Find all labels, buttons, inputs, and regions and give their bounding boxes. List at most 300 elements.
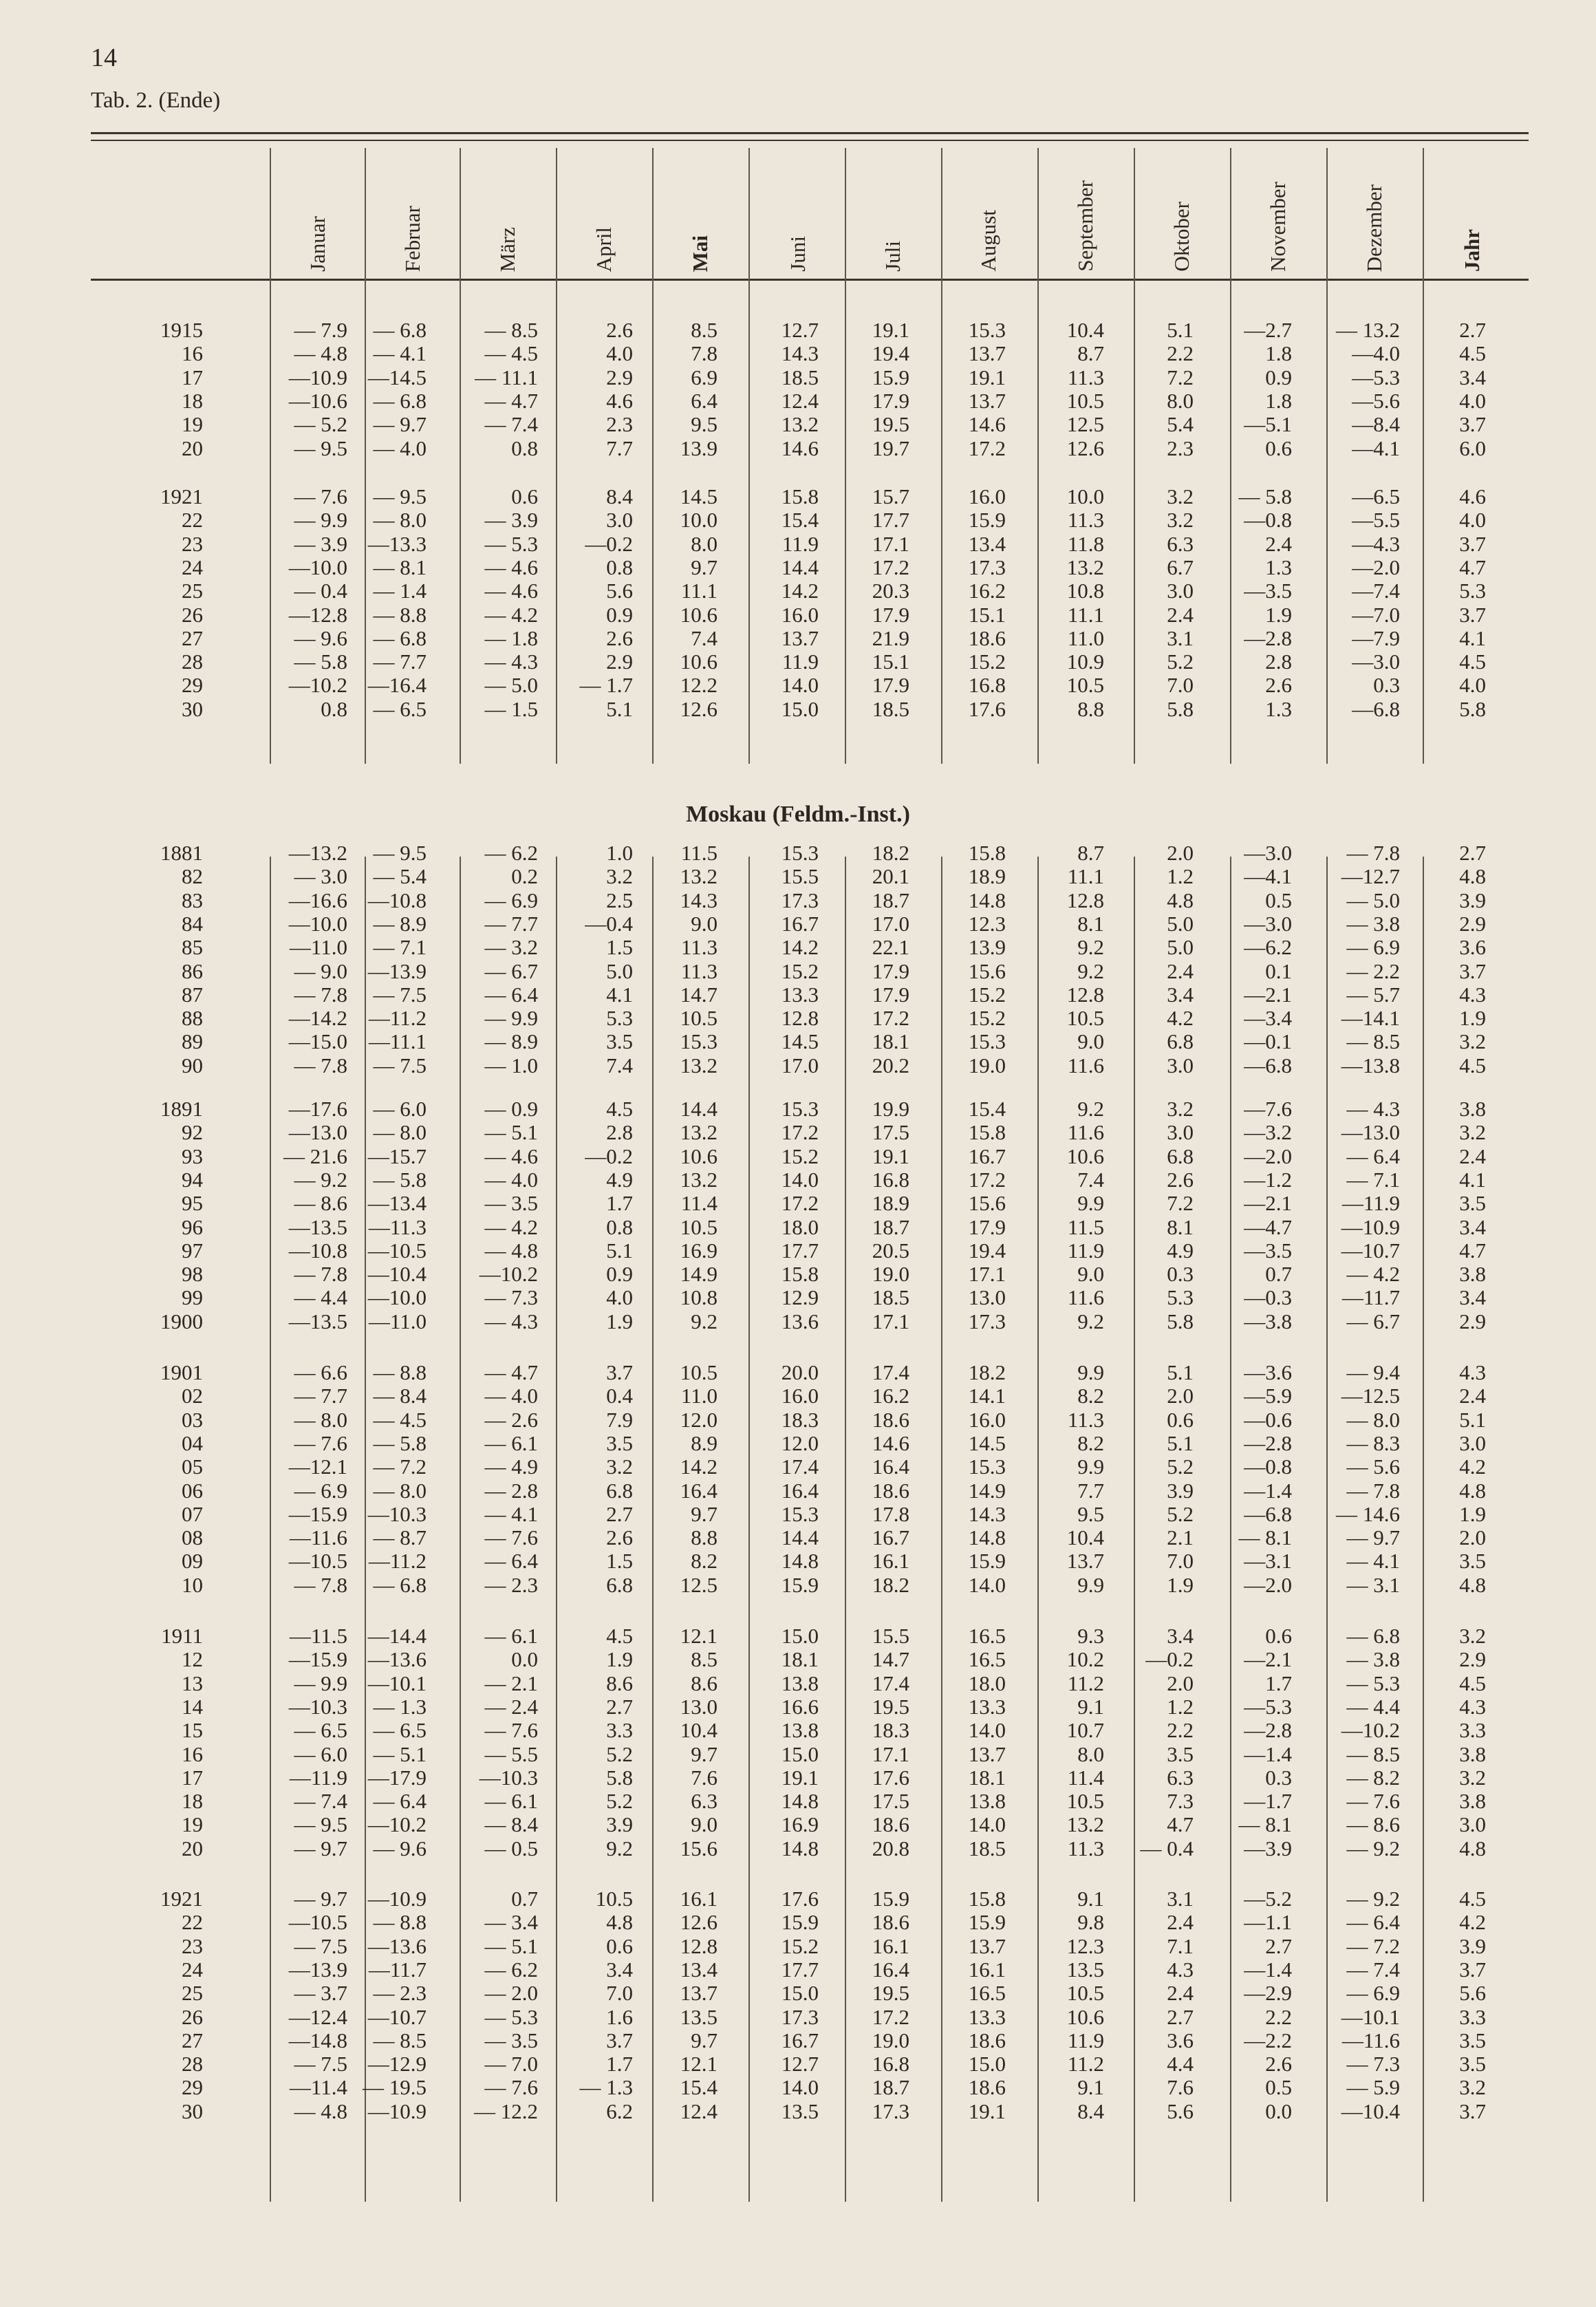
value-cell: 8.5 bbox=[691, 318, 718, 342]
value-cell: 0.0 bbox=[511, 1647, 538, 1672]
value-cell: 17.6 bbox=[968, 696, 1006, 721]
value-cell: 15.8 bbox=[781, 1262, 819, 1287]
value-cell: —15.7 bbox=[367, 1144, 427, 1168]
value-cell: 10.5 bbox=[1066, 1789, 1104, 1814]
value-cell: 11.1 bbox=[680, 579, 718, 603]
value-cell: — 3.9 bbox=[484, 508, 538, 533]
year-label: 17 bbox=[182, 365, 203, 389]
month-header bbox=[301, 155, 335, 272]
value-cell: — 7.6 bbox=[294, 1430, 347, 1455]
year-label: 27 bbox=[182, 2028, 203, 2052]
value-cell: — 9.7 bbox=[294, 1887, 347, 1911]
value-cell: — 5.3 bbox=[484, 2004, 538, 2029]
value-cell: 15.5 bbox=[781, 864, 819, 889]
value-cell: 3.9 bbox=[1459, 888, 1486, 912]
value-cell: — 6.4 bbox=[484, 982, 538, 1007]
value-cell: —10.3 bbox=[479, 1765, 538, 1790]
value-cell: — 9.5 bbox=[373, 484, 427, 508]
value-cell: 11.2 bbox=[1067, 2052, 1104, 2077]
value-cell: 13.3 bbox=[968, 1694, 1006, 1719]
value-cell: 18.6 bbox=[872, 1910, 909, 1935]
header-rule bbox=[91, 279, 1529, 281]
value-cell: 2.6 bbox=[606, 625, 633, 650]
value-cell: 17.0 bbox=[781, 1053, 819, 1077]
value-cell: 15.4 bbox=[680, 2075, 718, 2100]
value-cell: — 7.4 bbox=[294, 1789, 347, 1814]
value-cell: 1.2 bbox=[1167, 864, 1194, 889]
value-cell: 18.5 bbox=[781, 365, 819, 389]
value-cell: —4.0 bbox=[1352, 341, 1400, 366]
value-cell: — 8.6 bbox=[294, 1191, 347, 1216]
year-label: 13 bbox=[182, 1671, 203, 1695]
value-cell: 3.7 bbox=[1459, 958, 1486, 983]
value-cell: 16.2 bbox=[968, 579, 1006, 603]
value-cell: 2.7 bbox=[606, 1694, 633, 1719]
value-cell: 1.8 bbox=[1265, 341, 1292, 366]
value-cell: 3.2 bbox=[1459, 1029, 1486, 1054]
value-cell: 10.5 bbox=[680, 1360, 718, 1384]
value-cell: 11.4 bbox=[1067, 1765, 1104, 1790]
value-cell: —3.8 bbox=[1244, 1309, 1292, 1333]
value-cell: 11.1 bbox=[1067, 864, 1104, 889]
value-cell: —15.9 bbox=[288, 1501, 347, 1526]
value-cell: 13.7 bbox=[1066, 1549, 1104, 1574]
value-cell: 10.5 bbox=[680, 1006, 718, 1031]
value-cell: — 4.5 bbox=[373, 1407, 427, 1432]
value-cell: —7.0 bbox=[1352, 602, 1400, 627]
value-cell: — 8.2 bbox=[1346, 1765, 1400, 1790]
year-label: 25 bbox=[182, 579, 203, 603]
value-cell: 10.0 bbox=[1066, 484, 1104, 508]
value-cell: 1.8 bbox=[1265, 388, 1292, 413]
value-cell: 5.1 bbox=[1167, 318, 1194, 342]
value-cell: 0.3 bbox=[1167, 1262, 1194, 1287]
value-cell: — 4.2 bbox=[484, 602, 538, 627]
value-cell: — 3.0 bbox=[294, 864, 347, 889]
value-cell: 13.2 bbox=[781, 412, 819, 437]
value-cell: 12.5 bbox=[1066, 412, 1104, 437]
year-label: 27 bbox=[182, 625, 203, 650]
value-cell: — 5.8 bbox=[294, 650, 347, 674]
value-cell: 19.0 bbox=[872, 2028, 909, 2052]
value-cell: 8.9 bbox=[691, 1430, 718, 1455]
year-label: 19 bbox=[182, 1812, 203, 1837]
value-cell: —0.2 bbox=[1145, 1647, 1194, 1672]
value-cell: 3.5 bbox=[1459, 1549, 1486, 1574]
value-cell: 7.3 bbox=[1167, 1789, 1194, 1814]
value-cell: —10.8 bbox=[367, 888, 427, 912]
value-cell: 17.9 bbox=[872, 958, 909, 983]
value-cell: 10.0 bbox=[680, 508, 718, 533]
value-cell: 14.2 bbox=[680, 1455, 718, 1479]
value-cell: 7.7 bbox=[606, 436, 633, 460]
value-cell: 0.1 bbox=[1265, 958, 1292, 983]
value-cell: —2.8 bbox=[1244, 625, 1292, 650]
value-cell: — 6.8 bbox=[1346, 1624, 1400, 1648]
value-cell: 9.5 bbox=[691, 412, 718, 437]
year-label: 15 bbox=[182, 1718, 203, 1743]
value-cell: 3.3 bbox=[606, 1718, 633, 1743]
value-cell: —14.8 bbox=[288, 2028, 347, 2052]
value-cell: 6.8 bbox=[606, 1478, 633, 1503]
value-cell: —7.6 bbox=[1244, 1097, 1292, 1121]
value-cell: 4.0 bbox=[606, 341, 633, 366]
value-cell: — 8.8 bbox=[373, 1360, 427, 1384]
value-cell: — 6.4 bbox=[1346, 1910, 1400, 1935]
value-cell: — 9.6 bbox=[294, 625, 347, 650]
value-cell: 2.9 bbox=[1459, 1647, 1486, 1672]
value-cell: 6.3 bbox=[1167, 531, 1194, 556]
value-cell: 17.9 bbox=[968, 1214, 1006, 1239]
value-cell: 14.4 bbox=[781, 1525, 819, 1550]
value-cell: 3.4 bbox=[1167, 1624, 1194, 1648]
year-label: 05 bbox=[182, 1455, 203, 1479]
value-cell: — 3.9 bbox=[294, 531, 347, 556]
value-cell: —11.1 bbox=[368, 1029, 427, 1054]
value-cell: — 8.5 bbox=[1346, 1741, 1400, 1766]
value-cell: 3.8 bbox=[1459, 1262, 1486, 1287]
value-cell: 12.7 bbox=[781, 2052, 819, 2077]
value-cell: — 9.2 bbox=[294, 1167, 347, 1192]
value-cell: — 7.8 bbox=[294, 1262, 347, 1287]
value-cell: —2.8 bbox=[1244, 1430, 1292, 1455]
value-cell: — 4.6 bbox=[484, 555, 538, 579]
value-cell: 13.2 bbox=[680, 864, 718, 889]
value-cell: 7.1 bbox=[1167, 1933, 1194, 1958]
value-cell: — 5.5 bbox=[484, 1741, 538, 1766]
value-cell: — 8.0 bbox=[1346, 1407, 1400, 1432]
value-cell: 11.3 bbox=[680, 935, 718, 960]
value-cell: 18.5 bbox=[968, 1836, 1006, 1860]
value-cell: — 5.1 bbox=[484, 1933, 538, 1958]
value-cell: — 2.3 bbox=[484, 1572, 538, 1597]
value-cell: 5.2 bbox=[606, 1789, 633, 1814]
value-cell: 5.6 bbox=[1167, 2099, 1194, 2123]
value-cell: 16.7 bbox=[968, 1144, 1006, 1168]
value-cell: 4.9 bbox=[1167, 1238, 1194, 1263]
value-cell: — 3.5 bbox=[484, 2028, 538, 2052]
year-label: 20 bbox=[182, 436, 203, 460]
year-label: 95 bbox=[182, 1191, 203, 1216]
value-cell: 2.6 bbox=[1265, 2052, 1292, 2077]
value-cell: 10.6 bbox=[680, 1144, 718, 1168]
value-cell: 6.7 bbox=[1167, 555, 1194, 579]
value-cell: 11.1 bbox=[1067, 602, 1104, 627]
value-cell: 3.5 bbox=[606, 1029, 633, 1054]
value-cell: 3.5 bbox=[1459, 1191, 1486, 1216]
value-cell: 4.1 bbox=[606, 982, 633, 1007]
value-cell: —4.1 bbox=[1244, 864, 1292, 889]
value-cell: 7.0 bbox=[1167, 1549, 1194, 1574]
value-cell: —16.6 bbox=[288, 888, 347, 912]
value-cell: 2.8 bbox=[1265, 650, 1292, 674]
value-cell: —13.9 bbox=[288, 1957, 347, 1982]
value-cell: 4.7 bbox=[1167, 1812, 1194, 1837]
value-cell: 19.0 bbox=[968, 1053, 1006, 1077]
value-cell: 13.4 bbox=[680, 1957, 718, 1982]
value-cell: 19.0 bbox=[872, 1262, 909, 1287]
value-cell: 5.1 bbox=[606, 696, 633, 721]
value-cell: — 7.4 bbox=[484, 412, 538, 437]
value-cell: 12.3 bbox=[1066, 1933, 1104, 1958]
value-cell: 4.3 bbox=[1459, 1360, 1486, 1384]
year-label: 16 bbox=[182, 1741, 203, 1766]
value-cell: — 7.7 bbox=[294, 1384, 347, 1408]
value-cell: 13.2 bbox=[1066, 1812, 1104, 1837]
value-cell: 9.0 bbox=[691, 1812, 718, 1837]
value-cell: 5.1 bbox=[1167, 1360, 1194, 1384]
value-cell: — 7.6 bbox=[484, 1525, 538, 1550]
value-cell: — 8.4 bbox=[373, 1384, 427, 1408]
value-cell: 10.4 bbox=[1066, 318, 1104, 342]
value-cell: 11.5 bbox=[1067, 1214, 1104, 1239]
value-cell: — 8.0 bbox=[373, 1478, 427, 1503]
value-cell: 4.0 bbox=[1459, 388, 1486, 413]
value-cell: 13.2 bbox=[1066, 555, 1104, 579]
value-cell: 11.9 bbox=[1067, 1238, 1104, 1263]
value-cell: 4.0 bbox=[606, 1285, 633, 1310]
year-label: 29 bbox=[182, 673, 203, 698]
value-cell: 2.7 bbox=[1167, 2004, 1194, 2029]
year-label: 84 bbox=[182, 911, 203, 936]
value-cell: 7.8 bbox=[691, 341, 718, 366]
value-cell: — 3.7 bbox=[294, 1981, 347, 2006]
value-cell: —3.0 bbox=[1244, 911, 1292, 936]
value-cell: 5.1 bbox=[1459, 1407, 1486, 1432]
value-cell: — 8.0 bbox=[373, 508, 427, 533]
value-cell: — 8.1 bbox=[1238, 1525, 1292, 1550]
value-cell: 11.4 bbox=[680, 1191, 718, 1216]
value-cell: — 2.2 bbox=[1346, 958, 1400, 983]
value-cell: 10.6 bbox=[680, 650, 718, 674]
value-cell: — 7.5 bbox=[373, 1053, 427, 1077]
value-cell: 9.8 bbox=[1077, 1910, 1104, 1935]
value-cell: 3.7 bbox=[1459, 602, 1486, 627]
value-cell: 3.0 bbox=[1167, 579, 1194, 603]
value-cell: 15.3 bbox=[968, 318, 1006, 342]
year-label: 02 bbox=[182, 1384, 203, 1408]
value-cell: — 3.5 bbox=[484, 1191, 538, 1216]
value-cell: 11.3 bbox=[1067, 365, 1104, 389]
value-cell: 3.5 bbox=[1459, 2028, 1486, 2052]
value-cell: 3.5 bbox=[606, 1430, 633, 1455]
value-cell: 18.3 bbox=[781, 1407, 819, 1432]
value-cell: —3.4 bbox=[1244, 1006, 1292, 1031]
value-cell: 0.3 bbox=[1373, 673, 1400, 698]
value-cell: — 7.6 bbox=[1346, 1789, 1400, 1814]
value-cell: —14.1 bbox=[1341, 1006, 1400, 1031]
value-cell: — 6.1 bbox=[484, 1430, 538, 1455]
value-cell: 2.2 bbox=[1167, 341, 1194, 366]
value-cell: 15.4 bbox=[781, 508, 819, 533]
value-cell: 6.8 bbox=[1167, 1144, 1194, 1168]
value-cell: 16.2 bbox=[872, 1384, 909, 1408]
value-cell: 15.9 bbox=[968, 1910, 1006, 1935]
value-cell: 11.3 bbox=[1067, 1407, 1104, 1432]
value-cell: —2.1 bbox=[1244, 982, 1292, 1007]
value-cell: 7.0 bbox=[1167, 673, 1194, 698]
value-cell: — 2.4 bbox=[484, 1694, 538, 1719]
value-cell: 20.0 bbox=[781, 1360, 819, 1384]
value-cell: 14.3 bbox=[680, 888, 718, 912]
value-cell: —10.4 bbox=[367, 1262, 427, 1287]
top-rule-thin bbox=[91, 140, 1529, 141]
value-cell: 13.8 bbox=[781, 1718, 819, 1743]
value-cell: — 7.2 bbox=[1346, 1933, 1400, 1958]
value-cell: 3.3 bbox=[1459, 1718, 1486, 1743]
value-cell: 1.3 bbox=[1265, 555, 1292, 579]
value-cell: — 6.8 bbox=[373, 625, 427, 650]
year-label: 82 bbox=[182, 864, 203, 889]
value-cell: 4.5 bbox=[1459, 1053, 1486, 1077]
value-cell: 14.9 bbox=[968, 1478, 1006, 1503]
value-cell: 3.4 bbox=[1459, 1285, 1486, 1310]
value-cell: — 4.8 bbox=[294, 341, 347, 366]
value-cell: — 3.1 bbox=[1346, 1572, 1400, 1597]
value-cell: —11.6 bbox=[1341, 2028, 1400, 2052]
year-label: 12 bbox=[182, 1647, 203, 1672]
value-cell: —17.6 bbox=[288, 1097, 347, 1121]
value-cell: 3.0 bbox=[1167, 1120, 1194, 1145]
value-cell: — 5.8 bbox=[373, 1167, 427, 1192]
value-cell: 5.8 bbox=[1167, 696, 1194, 721]
value-cell: 4.3 bbox=[1459, 982, 1486, 1007]
value-cell: 18.0 bbox=[781, 1214, 819, 1239]
value-cell: 7.6 bbox=[691, 1765, 718, 1790]
value-cell: — 6.5 bbox=[373, 696, 427, 721]
month-header bbox=[683, 155, 718, 272]
value-cell: 2.0 bbox=[1167, 1671, 1194, 1695]
year-label: 24 bbox=[182, 1957, 203, 1982]
value-cell: — 6.6 bbox=[294, 1360, 347, 1384]
value-cell: 0.8 bbox=[606, 555, 633, 579]
value-cell: —1.7 bbox=[1244, 1789, 1292, 1814]
value-cell: — 1.5 bbox=[484, 696, 538, 721]
year-label: 83 bbox=[182, 888, 203, 912]
value-cell: 12.4 bbox=[680, 2099, 718, 2123]
value-cell: — 9.6 bbox=[373, 1836, 427, 1860]
value-cell: 16.4 bbox=[872, 1957, 909, 1982]
value-cell: 19.5 bbox=[872, 1981, 909, 2006]
value-cell: — 1.8 bbox=[484, 625, 538, 650]
value-cell: 15.3 bbox=[781, 1097, 819, 1121]
value-cell: —3.0 bbox=[1352, 650, 1400, 674]
value-cell: —1.2 bbox=[1244, 1167, 1292, 1192]
value-cell: — 5.8 bbox=[1238, 484, 1292, 508]
value-cell: — 5.1 bbox=[373, 1741, 427, 1766]
value-cell: 7.2 bbox=[1167, 365, 1194, 389]
value-cell: — 9.7 bbox=[294, 1836, 347, 1860]
value-cell: — 8.5 bbox=[373, 2028, 427, 2052]
value-cell: 13.9 bbox=[680, 436, 718, 460]
value-cell: — 1.3 bbox=[579, 2075, 633, 2100]
value-cell: — 7.3 bbox=[1346, 2052, 1400, 2077]
value-cell: 15.6 bbox=[968, 1191, 1006, 1216]
value-cell: 1.9 bbox=[1265, 602, 1292, 627]
value-cell: 1.3 bbox=[1265, 696, 1292, 721]
value-cell: —10.0 bbox=[288, 555, 347, 579]
value-cell: —10.9 bbox=[367, 1887, 427, 1911]
year-label: 86 bbox=[182, 958, 203, 983]
value-cell: 5.8 bbox=[1459, 696, 1486, 721]
value-cell: 3.8 bbox=[1459, 1741, 1486, 1766]
value-cell: 12.6 bbox=[680, 1910, 718, 1935]
value-cell: —1.4 bbox=[1244, 1957, 1292, 1982]
value-cell: — 0.4 bbox=[1140, 1836, 1194, 1860]
value-cell: 2.6 bbox=[1265, 673, 1292, 698]
value-cell: 9.7 bbox=[691, 555, 718, 579]
value-cell: — 4.8 bbox=[484, 1238, 538, 1263]
value-cell: 16.4 bbox=[872, 1455, 909, 1479]
value-cell: —11.6 bbox=[289, 1525, 347, 1550]
value-cell: — 8.4 bbox=[484, 1812, 538, 1837]
value-cell: 16.1 bbox=[680, 1887, 718, 1911]
value-cell: 3.7 bbox=[1459, 1957, 1486, 1982]
value-cell: —10.2 bbox=[479, 1262, 538, 1287]
value-cell: —13.2 bbox=[288, 841, 347, 865]
value-cell: 13.5 bbox=[781, 2099, 819, 2123]
value-cell: 9.5 bbox=[1077, 1501, 1104, 1526]
value-cell: — 1.0 bbox=[484, 1053, 538, 1077]
value-cell: 15.9 bbox=[781, 1572, 819, 1597]
value-cell: 5.3 bbox=[1167, 1285, 1194, 1310]
value-cell: 0.2 bbox=[511, 864, 538, 889]
value-cell: —0.8 bbox=[1244, 1455, 1292, 1479]
value-cell: 8.7 bbox=[1077, 841, 1104, 865]
value-cell: — 5.9 bbox=[1346, 2075, 1400, 2100]
value-cell: — 8.1 bbox=[373, 555, 427, 579]
value-cell: — 4.6 bbox=[484, 579, 538, 603]
value-cell: — 5.3 bbox=[1346, 1671, 1400, 1695]
value-cell: 17.6 bbox=[781, 1887, 819, 1911]
value-cell: 1.2 bbox=[1167, 1694, 1194, 1719]
year-label: 25 bbox=[182, 1981, 203, 2006]
value-cell: 3.2 bbox=[1459, 1765, 1486, 1790]
year-label: 08 bbox=[182, 1525, 203, 1550]
value-cell: 9.1 bbox=[1077, 1887, 1104, 1911]
value-cell: 19.7 bbox=[872, 436, 909, 460]
value-cell: 3.1 bbox=[1167, 1887, 1194, 1911]
value-cell: — 6.2 bbox=[484, 841, 538, 865]
value-cell: 11.6 bbox=[1067, 1120, 1104, 1145]
value-cell: 11.3 bbox=[1067, 1836, 1104, 1860]
value-cell: 7.4 bbox=[691, 625, 718, 650]
value-cell: 4.2 bbox=[1459, 1455, 1486, 1479]
value-cell: 4.7 bbox=[1459, 1238, 1486, 1263]
value-cell: —4.1 bbox=[1352, 436, 1400, 460]
value-cell: — 11.1 bbox=[475, 365, 538, 389]
value-cell: 17.9 bbox=[872, 388, 909, 413]
value-cell: —14.2 bbox=[288, 1006, 347, 1031]
value-cell: — 6.8 bbox=[373, 388, 427, 413]
value-cell: 12.3 bbox=[968, 911, 1006, 936]
value-cell: 2.0 bbox=[1167, 841, 1194, 865]
value-cell: 19.5 bbox=[872, 1694, 909, 1719]
value-cell: 11.2 bbox=[1067, 1671, 1104, 1695]
value-cell: 9.2 bbox=[1077, 958, 1104, 983]
value-cell: 13.2 bbox=[680, 1053, 718, 1077]
value-cell: 13.7 bbox=[968, 388, 1006, 413]
value-cell: 19.1 bbox=[968, 2099, 1006, 2123]
value-cell: —5.9 bbox=[1244, 1384, 1292, 1408]
value-cell: 0.8 bbox=[511, 436, 538, 460]
top-rule bbox=[91, 132, 1529, 134]
value-cell: 14.0 bbox=[968, 1812, 1006, 1837]
value-cell: 11.9 bbox=[781, 650, 819, 674]
value-cell: — 7.9 bbox=[294, 318, 347, 342]
year-label: 24 bbox=[182, 555, 203, 579]
month-label: Januar bbox=[305, 216, 330, 272]
